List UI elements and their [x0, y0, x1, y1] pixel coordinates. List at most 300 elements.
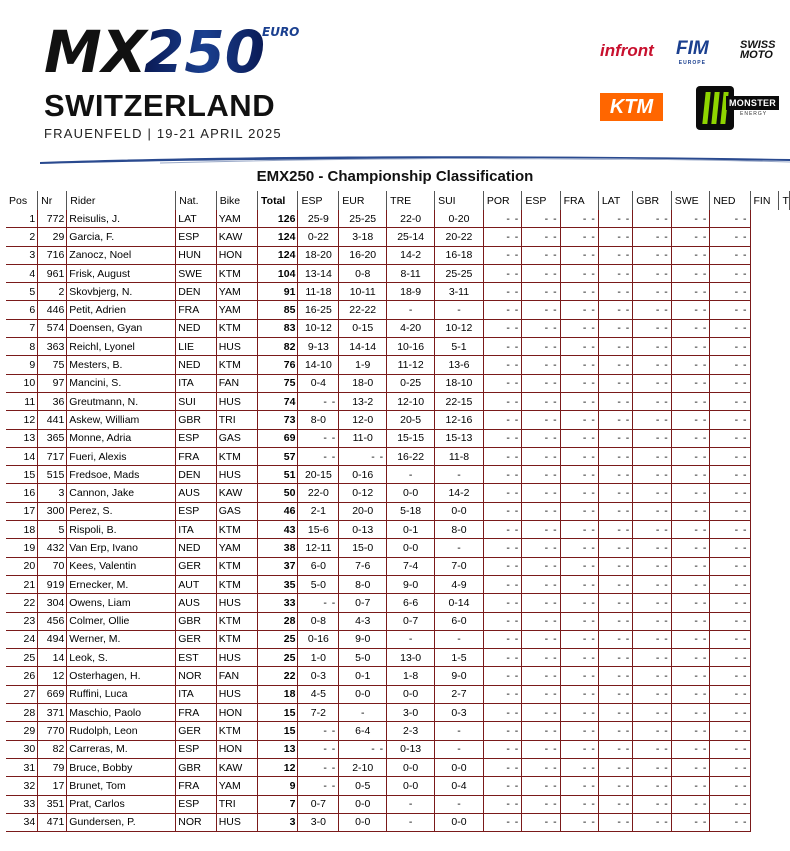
cell-upcoming-round: - - [522, 722, 560, 740]
cell-pos: 4 [6, 264, 38, 282]
column-header-lat: LAT [598, 191, 632, 210]
cell-upcoming-round: - - [671, 264, 710, 282]
cell-upcoming-round: - - [483, 704, 521, 722]
cell-upcoming-round: - - [633, 722, 671, 740]
cell-upcoming-round: - - [483, 429, 521, 447]
cell-eur: 0-16 [339, 466, 387, 484]
cell-nat: GER [176, 722, 216, 740]
cell-bike: FAN [216, 667, 257, 685]
cell-rider: Cannon, Jake [67, 484, 176, 502]
monster-energy-logo [696, 86, 784, 130]
cell-total: 9 [258, 777, 298, 795]
cell-upcoming-round: - - [671, 557, 710, 575]
cell-tre: 13-0 [387, 649, 435, 667]
cell-upcoming-round: - - [598, 301, 632, 319]
cell-sui: 0-0 [435, 502, 484, 520]
cell-esp: 15-6 [298, 521, 339, 539]
cell-upcoming-round: - - [710, 411, 750, 429]
cell-sui: - [435, 630, 484, 648]
cell-upcoming-round: - - [671, 667, 710, 685]
cell-pos: 13 [6, 429, 38, 447]
cell-upcoming-round: - - [633, 575, 671, 593]
cell-sui: 9-0 [435, 667, 484, 685]
cell-tre: 15-15 [387, 429, 435, 447]
cell-upcoming-round: - - [560, 795, 598, 813]
table-row [6, 338, 790, 356]
table-row [6, 521, 790, 539]
cell-blank [750, 575, 779, 593]
cell-upcoming-round: - - [671, 740, 710, 758]
cell-bike: YAM [216, 539, 257, 557]
cell-eur: 25-25 [339, 210, 387, 228]
cell-bike: KTM [216, 575, 257, 593]
cell-blank [750, 539, 779, 557]
cell-upcoming-round: - - [633, 283, 671, 301]
cell-upcoming-round: - - [522, 466, 560, 484]
cell-upcoming-round: - - [560, 630, 598, 648]
cell-upcoming-round: - - [671, 722, 710, 740]
svg-text:EURO: EURO [262, 25, 300, 39]
cell-blank [750, 740, 779, 758]
cell-upcoming-round: - - [710, 502, 750, 520]
table-row [6, 795, 790, 813]
cell-upcoming-round: - - [598, 502, 632, 520]
cell-upcoming-round: - - [598, 228, 632, 246]
cell-upcoming-round: - - [633, 356, 671, 374]
cell-esp: - - [298, 594, 339, 612]
cell-tre: - [387, 301, 435, 319]
cell-blank [750, 758, 779, 776]
cell-upcoming-round: - - [598, 338, 632, 356]
cell-eur: 0-0 [339, 685, 387, 703]
cell-bike: HON [216, 704, 257, 722]
cell-total: 51 [258, 466, 298, 484]
cell-bike: YAM [216, 777, 257, 795]
cell-blank [779, 264, 790, 282]
cell-blank [779, 777, 790, 795]
cell-sui: 0-0 [435, 813, 484, 831]
svg-text:MX: MX [44, 22, 147, 78]
cell-sui: 0-4 [435, 777, 484, 795]
cell-upcoming-round: - - [483, 685, 521, 703]
cell-upcoming-round: - - [671, 319, 710, 337]
cell-blank [750, 667, 779, 685]
cell-nr: 304 [38, 594, 67, 612]
column-header-sui: SUI [435, 191, 484, 210]
cell-upcoming-round: - - [671, 777, 710, 795]
cell-nr: 12 [38, 667, 67, 685]
cell-esp: - - [298, 392, 339, 410]
cell-nat: NOR [176, 813, 216, 831]
cell-bike: HUS [216, 466, 257, 484]
cell-upcoming-round: - - [522, 521, 560, 539]
cell-upcoming-round: - - [522, 777, 560, 795]
cell-total: 124 [258, 246, 298, 264]
cell-eur: 0-13 [339, 521, 387, 539]
cell-blank [779, 210, 790, 228]
cell-tre: 11-12 [387, 356, 435, 374]
cell-eur: 0-0 [339, 813, 387, 831]
cell-upcoming-round: - - [560, 264, 598, 282]
cell-upcoming-round: - - [710, 484, 750, 502]
cell-upcoming-round: - - [483, 630, 521, 648]
cell-eur: 7-6 [339, 557, 387, 575]
cell-upcoming-round: - - [483, 667, 521, 685]
cell-eur: 8-0 [339, 575, 387, 593]
cell-bike: KAW [216, 758, 257, 776]
cell-upcoming-round: - - [483, 813, 521, 831]
cell-bike: KTM [216, 521, 257, 539]
cell-esp: 4-5 [298, 685, 339, 703]
cell-tre: 12-10 [387, 392, 435, 410]
cell-blank [750, 246, 779, 264]
cell-upcoming-round: - - [598, 612, 632, 630]
cell-upcoming-round: - - [483, 502, 521, 520]
cell-sui: 12-16 [435, 411, 484, 429]
cell-tre: 1-8 [387, 667, 435, 685]
table-row [6, 813, 790, 831]
cell-upcoming-round: - - [522, 374, 560, 392]
cell-pos: 28 [6, 704, 38, 722]
cell-upcoming-round: - - [598, 392, 632, 410]
cell-upcoming-round: - - [522, 575, 560, 593]
cell-total: 57 [258, 447, 298, 465]
column-header-esp: ESP [298, 191, 339, 210]
cell-upcoming-round: - - [560, 429, 598, 447]
cell-sui: 7-0 [435, 557, 484, 575]
cell-upcoming-round: - - [671, 649, 710, 667]
cell-blank [779, 466, 790, 484]
cell-blank [750, 777, 779, 795]
cell-upcoming-round: - - [633, 502, 671, 520]
cell-blank [779, 447, 790, 465]
cell-eur: 10-11 [339, 283, 387, 301]
cell-rider: Fredsoe, Mads [67, 466, 176, 484]
cell-upcoming-round: - - [710, 246, 750, 264]
document-title: EMX250 - Championship Classification [256, 168, 534, 185]
cell-bike: YAM [216, 210, 257, 228]
cell-esp: 0-3 [298, 667, 339, 685]
cell-upcoming-round: - - [710, 649, 750, 667]
cell-rider: Reichl, Lyonel [67, 338, 176, 356]
cell-nr: 717 [38, 447, 67, 465]
cell-upcoming-round: - - [483, 447, 521, 465]
cell-upcoming-round: - - [522, 649, 560, 667]
cell-upcoming-round: - - [671, 758, 710, 776]
header-swoosh-divider [40, 153, 790, 167]
cell-upcoming-round: - - [710, 685, 750, 703]
cell-blank [779, 319, 790, 337]
cell-upcoming-round: - - [710, 813, 750, 831]
cell-blank [779, 484, 790, 502]
cell-upcoming-round: - - [560, 374, 598, 392]
cell-upcoming-round: - - [598, 539, 632, 557]
cell-blank [779, 740, 790, 758]
cell-esp: 22-0 [298, 484, 339, 502]
cell-rider: Ernecker, M. [67, 575, 176, 593]
cell-nr: 363 [38, 338, 67, 356]
cell-rider: Prat, Carlos [67, 795, 176, 813]
cell-upcoming-round: - - [671, 392, 710, 410]
cell-nat: ITA [176, 374, 216, 392]
cell-nat: GBR [176, 411, 216, 429]
cell-upcoming-round: - - [671, 502, 710, 520]
cell-upcoming-round: - - [522, 264, 560, 282]
cell-upcoming-round: - - [522, 319, 560, 337]
cell-nat: NED [176, 356, 216, 374]
cell-upcoming-round: - - [560, 539, 598, 557]
cell-total: 7 [258, 795, 298, 813]
cell-bike: HON [216, 246, 257, 264]
cell-esp: - - [298, 777, 339, 795]
cell-sui: - [435, 301, 484, 319]
cell-eur: 20-0 [339, 502, 387, 520]
cell-upcoming-round: - - [522, 685, 560, 703]
cell-pos: 9 [6, 356, 38, 374]
cell-upcoming-round: - - [710, 466, 750, 484]
cell-tre: 0-7 [387, 612, 435, 630]
cell-upcoming-round: - - [671, 795, 710, 813]
cell-sui: 11-8 [435, 447, 484, 465]
cell-upcoming-round: - - [598, 411, 632, 429]
cell-upcoming-round: - - [710, 539, 750, 557]
cell-upcoming-round: - - [633, 319, 671, 337]
cell-pos: 33 [6, 795, 38, 813]
cell-upcoming-round: - - [710, 356, 750, 374]
cell-blank [779, 338, 790, 356]
cell-upcoming-round: - - [522, 429, 560, 447]
cell-nr: 14 [38, 649, 67, 667]
table-row [6, 484, 790, 502]
cell-upcoming-round: - - [598, 758, 632, 776]
cell-rider: Rudolph, Leon [67, 722, 176, 740]
cell-pos: 22 [6, 594, 38, 612]
swiss-moto-logo [740, 40, 775, 60]
cell-rider: Zanocz, Noel [67, 246, 176, 264]
cell-upcoming-round: - - [522, 338, 560, 356]
cell-upcoming-round: - - [633, 264, 671, 282]
cell-eur: - - [339, 447, 387, 465]
table-row [6, 374, 790, 392]
cell-tre: 18-9 [387, 283, 435, 301]
table-row [6, 630, 790, 648]
cell-upcoming-round: - - [560, 722, 598, 740]
table-row [6, 649, 790, 667]
cell-upcoming-round: - - [522, 484, 560, 502]
cell-upcoming-round: - - [522, 301, 560, 319]
fim-europe-logo [676, 38, 709, 66]
cell-blank [750, 338, 779, 356]
cell-upcoming-round: - - [598, 740, 632, 758]
cell-blank [750, 466, 779, 484]
cell-eur: 0-12 [339, 484, 387, 502]
column-header-nr: Nr [38, 191, 67, 210]
cell-sui: 3-11 [435, 283, 484, 301]
cell-upcoming-round: - - [633, 594, 671, 612]
cell-pos: 14 [6, 447, 38, 465]
cell-upcoming-round: - - [598, 704, 632, 722]
table-row [6, 392, 790, 410]
cell-upcoming-round: - - [560, 210, 598, 228]
cell-esp: 18-20 [298, 246, 339, 264]
cell-esp: - - [298, 429, 339, 447]
cell-upcoming-round: - - [633, 228, 671, 246]
cell-upcoming-round: - - [598, 447, 632, 465]
cell-esp: 8-0 [298, 411, 339, 429]
cell-upcoming-round: - - [598, 374, 632, 392]
mx250-euro-logo [44, 22, 310, 78]
column-header-esp2: ESP [522, 191, 560, 210]
cell-upcoming-round: - - [710, 447, 750, 465]
cell-blank [779, 557, 790, 575]
cell-upcoming-round: - - [710, 319, 750, 337]
cell-upcoming-round: - - [483, 374, 521, 392]
cell-nr: 3 [38, 484, 67, 502]
event-country: SWITZERLAND [44, 88, 276, 123]
cell-upcoming-round: - - [633, 484, 671, 502]
cell-tre: 7-4 [387, 557, 435, 575]
cell-upcoming-round: - - [598, 521, 632, 539]
cell-nat: EST [176, 649, 216, 667]
cell-upcoming-round: - - [560, 667, 598, 685]
cell-tre: - [387, 795, 435, 813]
cell-nr: 432 [38, 539, 67, 557]
table-row [6, 466, 790, 484]
cell-upcoming-round: - - [522, 557, 560, 575]
cell-upcoming-round: - - [560, 447, 598, 465]
cell-upcoming-round: - - [598, 429, 632, 447]
cell-eur: 0-8 [339, 264, 387, 282]
cell-bike: KTM [216, 630, 257, 648]
cell-total: 82 [258, 338, 298, 356]
cell-esp: 3-0 [298, 813, 339, 831]
cell-pos: 20 [6, 557, 38, 575]
cell-upcoming-round: - - [483, 740, 521, 758]
cell-nat: AUS [176, 594, 216, 612]
cell-upcoming-round: - - [710, 557, 750, 575]
cell-blank [779, 539, 790, 557]
cell-rider: Mancini, S. [67, 374, 176, 392]
cell-upcoming-round: - - [483, 264, 521, 282]
cell-esp: - - [298, 758, 339, 776]
cell-rider: Leok, S. [67, 649, 176, 667]
cell-upcoming-round: - - [522, 283, 560, 301]
cell-blank [779, 630, 790, 648]
cell-rider: Carreras, M. [67, 740, 176, 758]
cell-upcoming-round: - - [633, 521, 671, 539]
cell-sui: 6-0 [435, 612, 484, 630]
cell-esp: 9-13 [298, 338, 339, 356]
cell-upcoming-round: - - [483, 612, 521, 630]
table-row [6, 740, 790, 758]
cell-eur: 14-14 [339, 338, 387, 356]
cell-esp: 1-0 [298, 649, 339, 667]
cell-rider: Garcia, F. [67, 228, 176, 246]
column-header-eur: EUR [339, 191, 387, 210]
cell-upcoming-round: - - [671, 301, 710, 319]
cell-total: 104 [258, 264, 298, 282]
cell-blank [750, 319, 779, 337]
table-row [6, 539, 790, 557]
cell-nat: GBR [176, 612, 216, 630]
cell-nat: GER [176, 630, 216, 648]
column-header-nat: Nat. [176, 191, 216, 210]
cell-blank [779, 685, 790, 703]
cell-total: 85 [258, 301, 298, 319]
cell-sui: - [435, 795, 484, 813]
cell-upcoming-round: - - [671, 539, 710, 557]
cell-upcoming-round: - - [598, 319, 632, 337]
cell-eur: 6-4 [339, 722, 387, 740]
cell-upcoming-round: - - [710, 521, 750, 539]
cell-upcoming-round: - - [671, 210, 710, 228]
cell-total: 91 [258, 283, 298, 301]
cell-upcoming-round: - - [671, 338, 710, 356]
cell-tre: - [387, 813, 435, 831]
cell-upcoming-round: - - [560, 228, 598, 246]
cell-upcoming-round: - - [560, 521, 598, 539]
cell-upcoming-round: - - [633, 539, 671, 557]
cell-upcoming-round: - - [671, 246, 710, 264]
cell-pos: 23 [6, 612, 38, 630]
cell-sui: 8-0 [435, 521, 484, 539]
cell-upcoming-round: - - [560, 301, 598, 319]
cell-upcoming-round: - - [671, 429, 710, 447]
cell-upcoming-round: - - [710, 228, 750, 246]
table-row [6, 319, 790, 337]
cell-blank [750, 283, 779, 301]
cell-total: 126 [258, 210, 298, 228]
cell-bike: TRI [216, 411, 257, 429]
cell-blank [750, 649, 779, 667]
cell-upcoming-round: - - [633, 246, 671, 264]
cell-upcoming-round: - - [598, 484, 632, 502]
cell-bike: KAW [216, 484, 257, 502]
cell-bike: KTM [216, 447, 257, 465]
cell-eur: 18-0 [339, 374, 387, 392]
cell-upcoming-round: - - [483, 539, 521, 557]
cell-blank [750, 521, 779, 539]
cell-nr: 716 [38, 246, 67, 264]
table-row [6, 301, 790, 319]
cell-rider: Rispoli, B. [67, 521, 176, 539]
cell-total: 12 [258, 758, 298, 776]
cell-upcoming-round: - - [710, 704, 750, 722]
cell-upcoming-round: - - [633, 429, 671, 447]
cell-nat: ITA [176, 685, 216, 703]
cell-upcoming-round: - - [671, 484, 710, 502]
cell-esp: - - [298, 722, 339, 740]
cell-total: 83 [258, 319, 298, 337]
event-header [0, 0, 790, 150]
cell-sui: 15-13 [435, 429, 484, 447]
cell-upcoming-round: - - [710, 630, 750, 648]
cell-blank [779, 228, 790, 246]
cell-sui: 4-9 [435, 575, 484, 593]
cell-rider: Petit, Adrien [67, 301, 176, 319]
cell-blank [779, 575, 790, 593]
cell-upcoming-round: - - [560, 356, 598, 374]
cell-eur: 13-2 [339, 392, 387, 410]
cell-tre: 0-0 [387, 685, 435, 703]
cell-blank [750, 630, 779, 648]
cell-sui: 2-7 [435, 685, 484, 703]
cell-upcoming-round: - - [483, 795, 521, 813]
table-row [6, 612, 790, 630]
cell-upcoming-round: - - [710, 264, 750, 282]
cell-total: 33 [258, 594, 298, 612]
cell-upcoming-round: - - [560, 392, 598, 410]
